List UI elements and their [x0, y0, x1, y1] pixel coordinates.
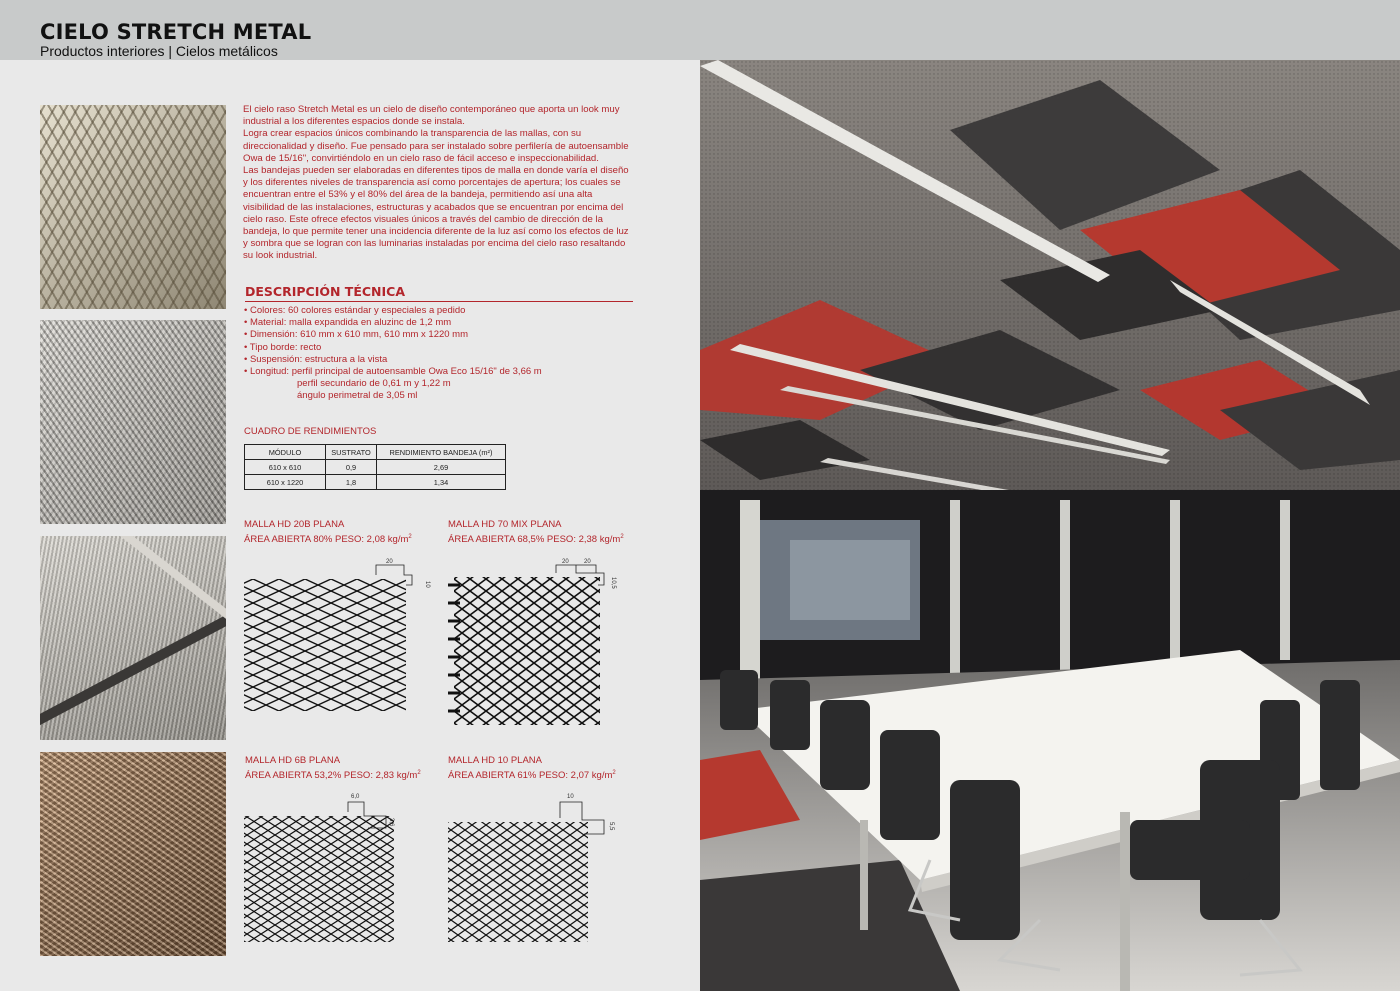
page-subtitle: Productos interiores | Cielos metálicos	[40, 43, 278, 59]
dimension-label: 20	[562, 559, 569, 565]
mesh-spec: ÁREA ABIERTA 80% PESO: 2,08 kg/m	[244, 534, 409, 546]
mesh-spec: ÁREA ABIERTA 53,2% PESO: 2,83 kg/m	[245, 770, 418, 782]
mesh-diagram-hd70mix	[446, 555, 646, 730]
dimension-label: 3,6	[388, 818, 394, 827]
mesh-spec: ÁREA ABIERTA 61% PESO: 2,07 kg/m	[448, 770, 613, 782]
spec-item-continuation: ángulo perimetral de 3,05 ml	[297, 390, 418, 402]
mesh-name: MALLA HD 20B PLANA	[244, 519, 345, 530]
table-cell: 1,34	[377, 475, 506, 490]
table-cell: 2,69	[377, 460, 506, 475]
dimension-label: 10,5	[610, 577, 616, 589]
spec-item: • Longitud: perfil principal de autoensamble Owa Eco 15/16" de 3,66 m	[244, 366, 542, 378]
table-cell: 1,8	[326, 475, 377, 490]
spec-item: • Colores: 60 colores estándar y especiales a pedido	[244, 305, 466, 316]
table-cell: 610 x 1220	[245, 475, 326, 490]
mesh-diagram-hd20b	[240, 555, 440, 715]
performance-table-title: CUADRO DE RENDIMIENTOS	[244, 426, 377, 437]
intro-paragraph: Logra crear espacios únicos combinando la transparencia de las mallas, con su direccionalidad y diseño. Fue pensado para ser instalado sobre perfilería de autoensamble Owa de 15/16", convirtiéndolo en un cielo raso de fácil acceso e inspeccionabilidad.	[243, 128, 629, 164]
intro-paragraph: El cielo raso Stretch Metal es un cielo de diseño contemporáneo que aporta un look muy industrial a los diferentes espacios donde se instala.	[243, 104, 620, 128]
table-header: RENDIMIENTO BANDEJA (m²)	[377, 445, 506, 460]
spec-item-continuation: perfil secundario de 0,61 m y 1,22 m	[297, 378, 451, 390]
header-bar	[0, 0, 1400, 60]
table-row	[245, 475, 506, 490]
mesh-label-hd6b	[245, 755, 421, 782]
dimension-label: 20	[584, 559, 591, 565]
conference-room-photo	[700, 60, 1400, 991]
sample-photo-ceiling-grid	[40, 536, 226, 740]
sample-photo-fine-mesh	[40, 320, 226, 524]
mesh-spec: ÁREA ABIERTA 68,5% PESO: 2,38 kg/m	[448, 534, 621, 546]
performance-table	[244, 444, 506, 490]
spec-item: • Material: malla expandida en aluzinc de 1,2 mm	[244, 317, 452, 329]
mesh-diagram-hd10	[444, 790, 644, 950]
spec-item: • Tipo borde: recto	[244, 341, 322, 353]
spec-item: • Dimensión: 610 mm x 610 mm, 610 mm x 1220 mm	[244, 329, 469, 341]
mesh-label-hd70mix	[448, 519, 624, 546]
mesh-diagram-hd6b	[240, 790, 440, 950]
dimension-label: 10	[424, 581, 430, 588]
table-header: MÓDULO	[245, 445, 326, 460]
page-title: CIELO STRETCH METAL	[40, 20, 312, 44]
intro-text	[243, 104, 635, 263]
mesh-label-hd10	[448, 755, 616, 782]
dimension-label: 5,5	[608, 822, 614, 831]
spec-item: • Suspensión: estructura a la vista	[244, 353, 388, 365]
table-row	[245, 460, 506, 475]
mesh-name: MALLA HD 6B PLANA	[245, 755, 341, 766]
sample-photo-hexagonal-mesh	[40, 105, 226, 309]
sample-photo-copper-mesh	[40, 752, 226, 956]
technical-spec-list	[244, 305, 664, 403]
dimension-label: 20	[386, 559, 393, 565]
room-illustration	[700, 60, 1400, 991]
unit-superscript: 2	[620, 534, 624, 540]
unit-superscript: 2	[408, 534, 412, 540]
table-cell: 0,9	[326, 460, 377, 475]
dimension-label: 6,0	[351, 794, 360, 800]
technical-description-heading: DESCRIPCIÓN TÉCNICA	[245, 284, 633, 302]
unit-superscript: 2	[612, 770, 616, 776]
intro-paragraph: Las bandejas pueden ser elaboradas en diferentes tipos de malla en donde varía el diseño y los diferentes niveles de transparencia así como porcentajes de apertura; los cuales se encuentran entre el 53% y el 80% del área de la bandeja, permitiendo así una alta visibilidad de las instalaciones, estructuras y acabados que se encuentran por encima del cielo raso. Este ofrece efectos visuales únicos a través del cambio de dirección de la bandeja, lo que permite tener una incidencia diferente de la luz así como los efectos de luz y sombra que se logran con las luminarias instaladas por encima del cielo raso resaltando su look industrial.	[243, 165, 629, 262]
table-cell: 610 x 610	[245, 460, 326, 475]
table-header: SUSTRATO	[326, 445, 377, 460]
unit-superscript: 2	[417, 770, 421, 776]
mesh-label-hd20b	[244, 519, 412, 546]
mesh-name: MALLA HD 70 MIX PLANA	[448, 519, 562, 530]
dimension-label: 10	[567, 794, 574, 800]
mesh-name: MALLA HD 10 PLANA	[448, 755, 542, 766]
